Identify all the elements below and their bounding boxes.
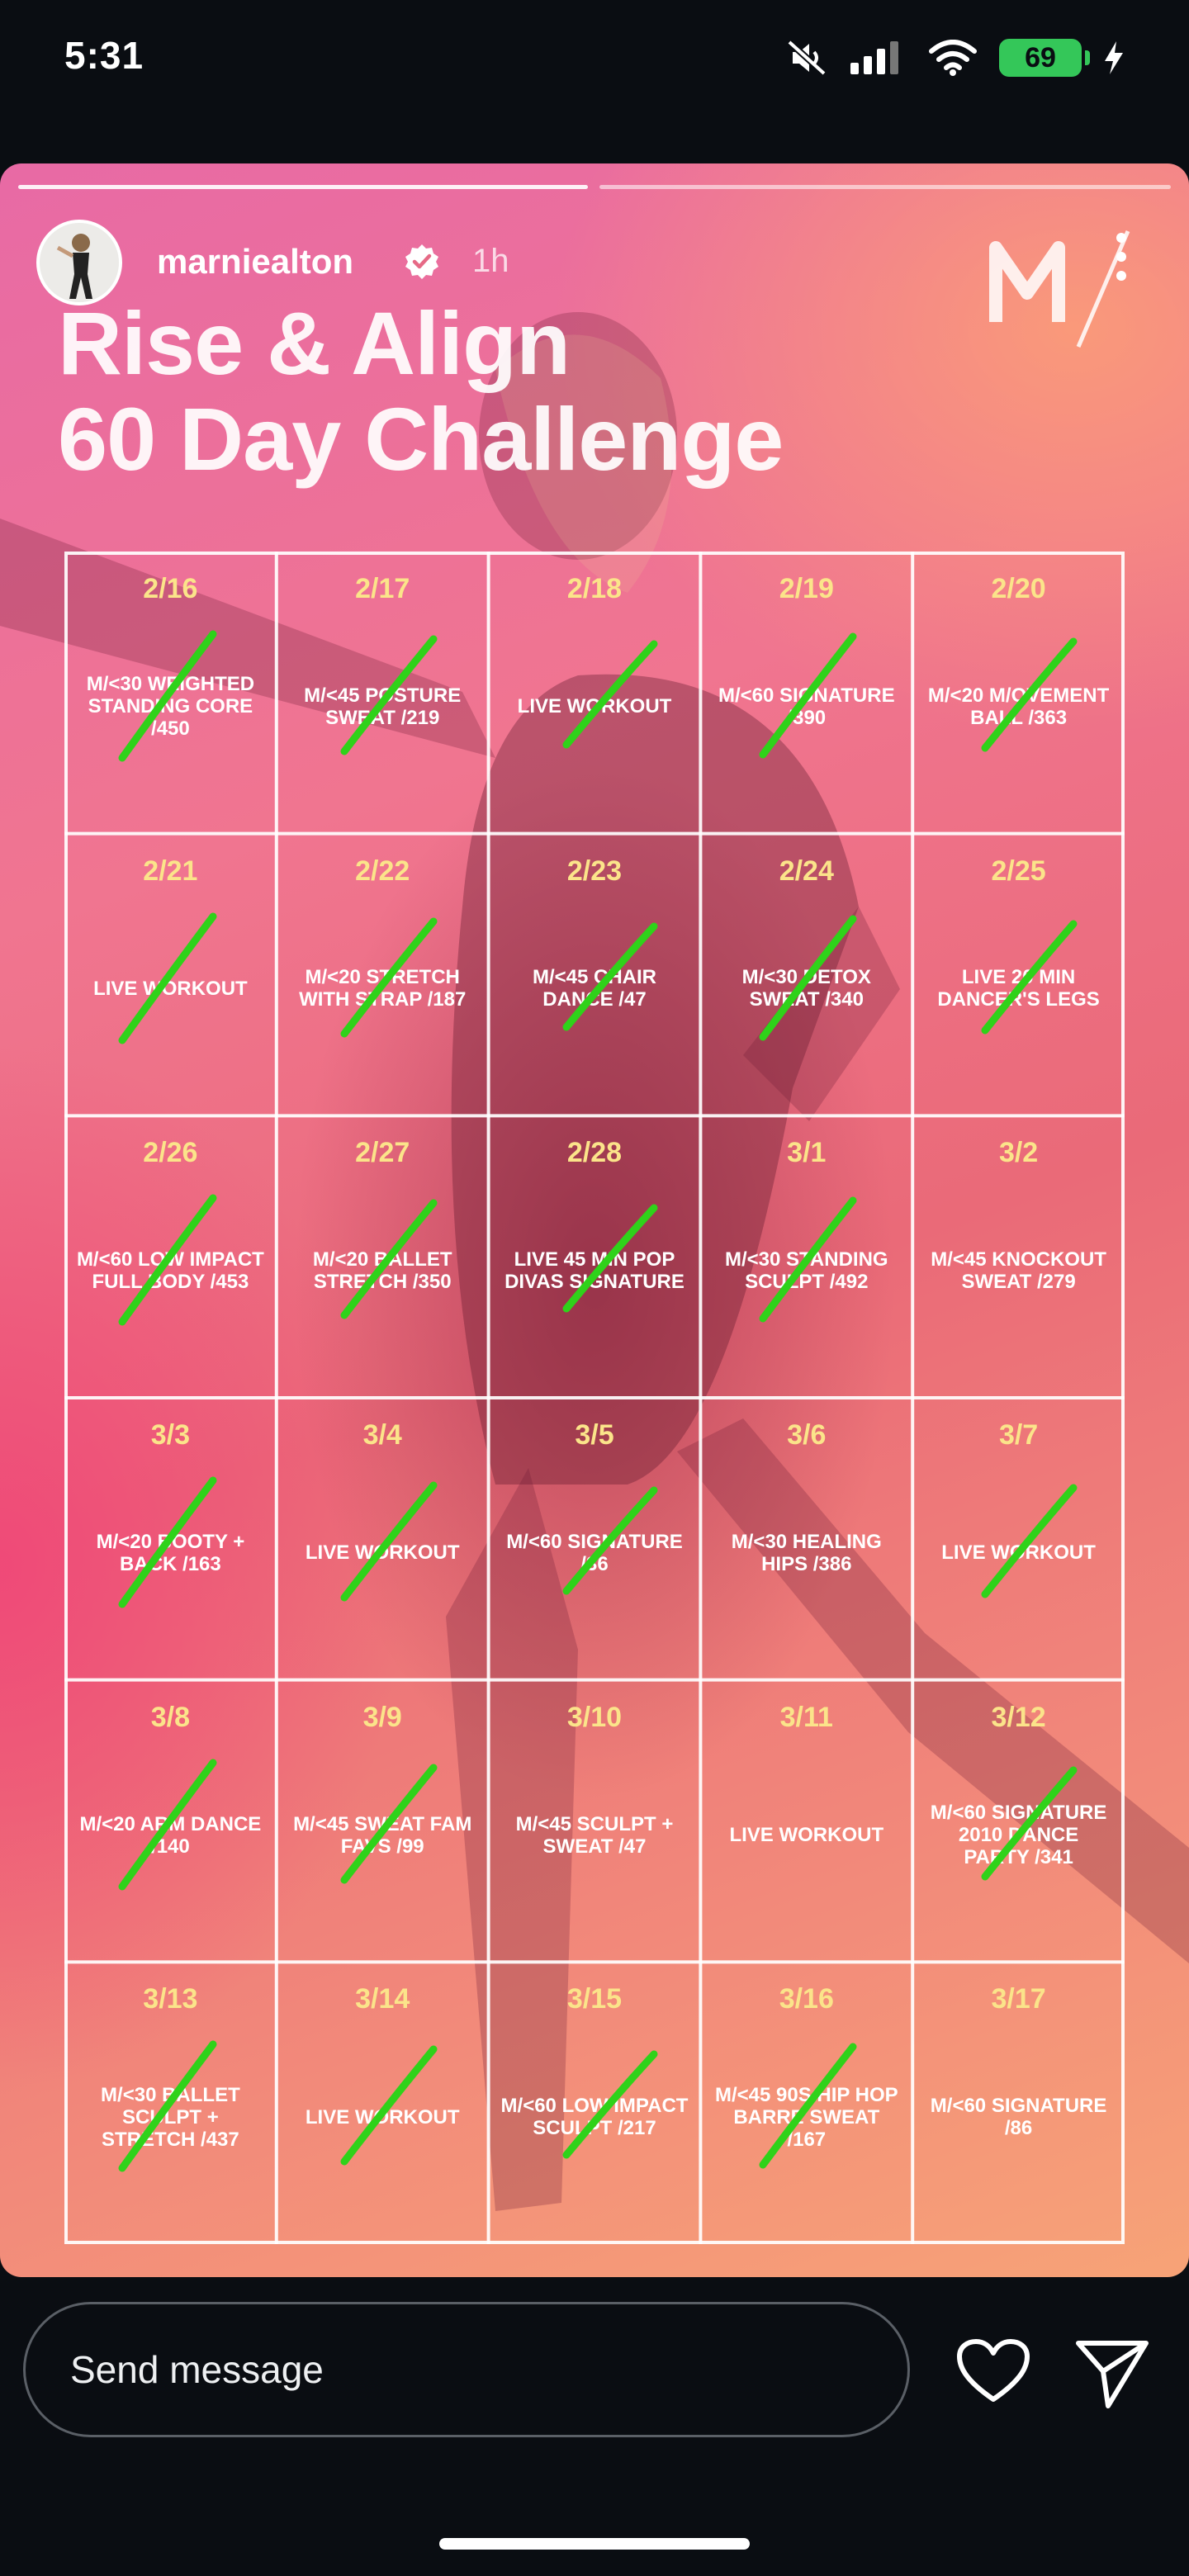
story-username[interactable]: marniealton: [157, 242, 354, 281]
calendar-day-workout: LIVE 20 MIN DANCER'S LEGS: [937, 966, 1100, 1011]
challenge-calendar: [64, 552, 1125, 2244]
calendar-day-date: 3/6: [787, 1419, 827, 1451]
calendar-day-cell: [64, 1115, 277, 1398]
status-time: 5:31: [64, 34, 144, 77]
home-indicator: [439, 2538, 750, 2550]
calendar-day-date: 3/7: [998, 1419, 1039, 1451]
calendar-day-date: 3/1: [787, 1137, 827, 1169]
calendar-day-cell: [700, 552, 912, 834]
calendar-day-cell: [489, 1115, 701, 1398]
calendar-day-date: 2/20: [991, 573, 1046, 604]
calendar-day-workout: M/<45 POSTURE SWEAT /219: [304, 684, 462, 729]
calendar-day-workout: M/<45 KNOCKOUT SWEAT /279: [931, 1248, 1106, 1294]
calendar-day-date: 2/27: [355, 1137, 410, 1169]
calendar-day-cell: [489, 552, 701, 834]
calendar-day-workout: M/<60 SIGNATURE 2010 DANCE PARTY /341: [930, 1802, 1107, 1868]
calendar-day-workout: LIVE WORKOUT: [305, 2105, 460, 2129]
calendar-day-cell: [277, 1962, 489, 2244]
calendar-day-workout: M/<60 LOW IMPACT FULL BODY /453: [76, 1248, 264, 1294]
more-icon[interactable]: [1113, 228, 1130, 286]
calendar-day-cell: [489, 1962, 701, 2244]
calendar-day-date: 3/12: [991, 1701, 1046, 1733]
calendar-day-date: 3/13: [143, 1983, 198, 2015]
calendar-day-workout: M/<60 SIGNATURE /86: [930, 2095, 1107, 2140]
story-progress-segment-2: [599, 185, 1171, 189]
story-progress-segment-1: [18, 185, 588, 189]
calendar-day-date: 3/8: [150, 1701, 191, 1733]
calendar-day-workout: M/<45 90S HIP HOP BARRE SWEAT /167: [714, 2083, 898, 2151]
calendar-day-workout: M/<60 SIGNATURE /36: [506, 1530, 683, 1575]
calendar-day-workout: M/<60 LOW IMPACT SCULPT /217: [500, 2095, 689, 2140]
title-line-1: Rise & Align: [58, 293, 571, 393]
calendar-day-date: 2/23: [566, 855, 623, 887]
calendar-day-cell: [277, 1398, 489, 1680]
calendar-day-workout: M/<20 BALLET STRETCH /350: [312, 1248, 452, 1294]
calendar-day-date: 2/28: [566, 1137, 623, 1169]
calendar-day-date: 3/11: [779, 1701, 833, 1733]
calendar-day-workout: LIVE WORKOUT: [941, 1541, 1096, 1565]
calendar-day-cell: [64, 552, 277, 834]
calendar-day-cell: [277, 1680, 489, 1963]
signal-icon: [849, 40, 907, 76]
calendar-day-workout: LIVE WORKOUT: [93, 977, 248, 1000]
calendar-day-date: 2/16: [143, 573, 198, 604]
calendar-day-date: 3/4: [362, 1419, 402, 1451]
calendar-day-date: 2/26: [143, 1137, 198, 1169]
wifi-icon: [928, 40, 978, 76]
calendar-day-workout: M/<20 M/OVEMENT BALL /363: [927, 684, 1110, 729]
calendar-day-date: 3/5: [575, 1419, 614, 1451]
calendar-day-date: 3/9: [362, 1701, 402, 1733]
mute-icon: [786, 39, 827, 77]
calendar-day-date: 2/24: [779, 855, 834, 887]
calendar-day-date: 3/10: [566, 1701, 623, 1733]
challenge-title: [58, 293, 784, 489]
calendar-day-date: 3/17: [991, 1983, 1046, 2015]
calendar-day-workout: M/<30 BALLET SCULPT + STRETCH /437: [101, 2083, 240, 2151]
verified-icon: [403, 243, 441, 281]
story-card[interactable]: [0, 163, 1189, 2277]
calendar-day-workout: LIVE WORKOUT: [729, 1824, 884, 1846]
calendar-day-cell: [700, 1115, 912, 1398]
calendar-day-date: 3/16: [779, 1983, 834, 2015]
calendar-day-workout: M/<45 SCULPT + SWEAT /47: [515, 1812, 674, 1858]
charging-icon: [1103, 40, 1125, 76]
calendar-day-workout: M/<20 ARM DANCE /140: [79, 1812, 262, 1858]
calendar-day-cell: [912, 552, 1125, 834]
battery-level: 69: [1025, 41, 1056, 73]
calendar-day-cell: [489, 1680, 701, 1963]
calendar-day-workout: M/<30 DETOX SWEAT /340: [741, 966, 871, 1011]
send-message-placeholder: Send message: [70, 2348, 324, 2391]
calendar-day-date: 3/3: [150, 1419, 191, 1451]
calendar-day-cell: [489, 1398, 701, 1680]
story-time-ago: 1h: [472, 243, 509, 279]
send-message-input[interactable]: [23, 2302, 910, 2437]
calendar-day-cell: [700, 1398, 912, 1680]
status-bar: [0, 0, 1189, 124]
calendar-day-workout: M/<30 WEIGHTED STANDING CORE /450: [86, 673, 255, 741]
calendar-day-cell: [700, 1680, 912, 1963]
calendar-day-cell: [277, 1115, 489, 1398]
calendar-day-workout: LIVE 45 MIN POP DIVAS SIGNATURE: [504, 1248, 685, 1294]
calendar-day-cell: [277, 834, 489, 1116]
calendar-day-workout: M/<60 SIGNATURE /390: [718, 684, 895, 729]
calendar-day-date: 2/22: [355, 855, 410, 887]
calendar-day-cell: [700, 834, 912, 1116]
calendar-day-workout: M/<45 SWEAT FAM FAVS /99: [293, 1812, 472, 1858]
calendar-day-date: 2/19: [779, 573, 834, 604]
calendar-day-cell: [64, 1398, 277, 1680]
calendar-day-date: 2/21: [143, 855, 198, 887]
calendar-day-cell: [489, 834, 701, 1116]
calendar-day-cell: [912, 834, 1125, 1116]
calendar-day-cell: [64, 1962, 277, 2244]
send-icon[interactable]: [1073, 2333, 1151, 2411]
calendar-day-cell: [64, 1680, 277, 1963]
calendar-day-cell: [64, 834, 277, 1116]
calendar-day-cell: [912, 1115, 1125, 1398]
calendar-day-cell: [700, 1962, 912, 2244]
calendar-day-date: 2/25: [991, 855, 1046, 887]
status-icons: [786, 33, 1125, 83]
calendar-day-cell: [277, 552, 489, 834]
calendar-day-workout: M/<30 HEALING HIPS /386: [731, 1530, 882, 1575]
battery-icon: [999, 39, 1082, 77]
heart-icon[interactable]: [956, 2338, 1030, 2404]
calendar-day-workout: M/<30 STANDING SCULPT /492: [724, 1248, 888, 1294]
calendar-day-cell: [912, 1680, 1125, 1963]
calendar-day-cell: [912, 1962, 1125, 2244]
calendar-day-date: 2/18: [566, 573, 623, 604]
avatar-image: [40, 223, 119, 302]
calendar-day-cell: [912, 1398, 1125, 1680]
title-line-2: 60 Day Challenge: [58, 389, 784, 489]
calendar-day-workout: M/<20 STRETCH WITH STRAP /187: [299, 966, 467, 1011]
calendar-day-workout: M/<45 CHAIR DANCE /47: [532, 966, 657, 1011]
calendar-day-date: 2/17: [355, 573, 410, 604]
calendar-day-date: 3/2: [998, 1137, 1039, 1169]
calendar-day-workout: M/<20 BOOTY + BACK /163: [96, 1530, 245, 1575]
calendar-day-workout: LIVE WORKOUT: [517, 695, 672, 718]
calendar-day-date: 3/14: [355, 1983, 410, 2015]
calendar-day-date: 3/15: [566, 1983, 623, 2015]
calendar-day-workout: LIVE WORKOUT: [305, 1541, 460, 1565]
